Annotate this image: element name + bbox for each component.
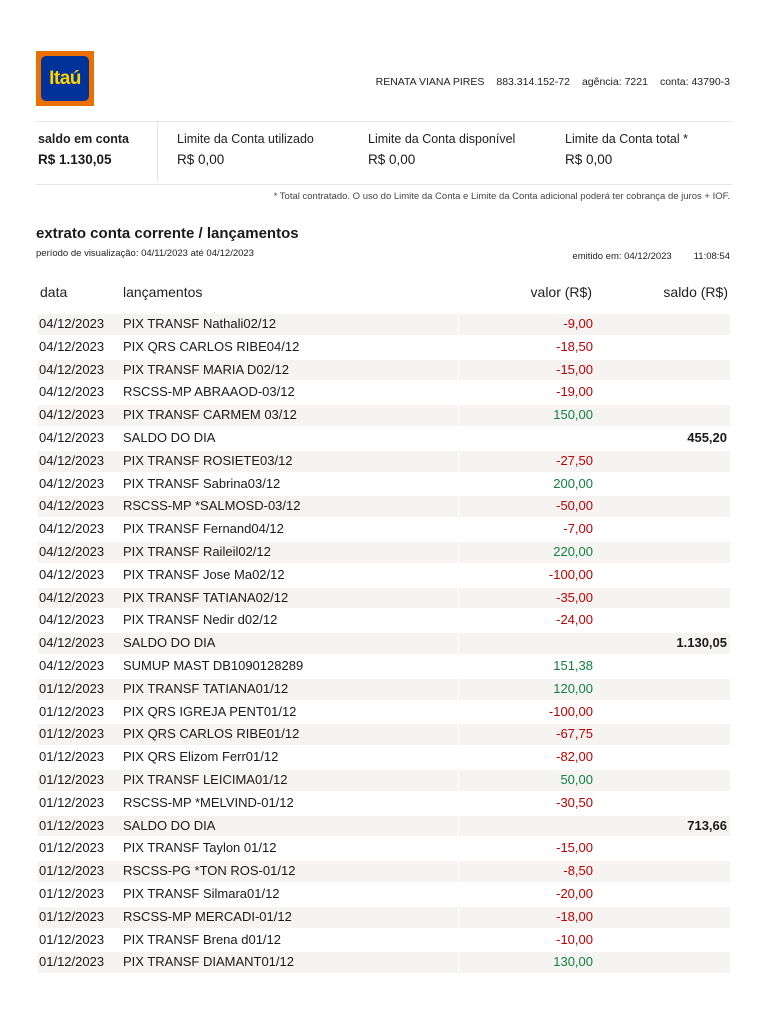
summary-limit-total bbox=[565, 132, 688, 167]
summary-limit-total-value: R$ 0,00 bbox=[565, 152, 613, 167]
row-value: -100,00 bbox=[548, 703, 593, 719]
statement-title: extrato conta corrente / lançamentos bbox=[36, 225, 299, 242]
row-value: -15,00 bbox=[459, 360, 597, 381]
row-description: SUMUP MAST DB1090128289 bbox=[123, 657, 304, 673]
itau-logo-badge bbox=[41, 56, 89, 101]
row-description: SALDO DO DIA bbox=[123, 429, 216, 445]
row-description: PIX TRANSF Sabrina03/12 bbox=[123, 475, 281, 491]
row-balance bbox=[597, 565, 730, 586]
row-value: -18,00 bbox=[459, 907, 597, 928]
table-row bbox=[38, 632, 730, 655]
table-row bbox=[38, 609, 730, 632]
row-balance bbox=[597, 496, 730, 517]
column-header-description: lançamentos bbox=[123, 284, 203, 300]
row-value: -20,00 bbox=[556, 885, 593, 901]
row-balance bbox=[597, 702, 730, 723]
row-description: RSCSS-MP MERCADI-01/12 bbox=[121, 907, 458, 928]
row-balance bbox=[597, 838, 730, 859]
table-row bbox=[38, 860, 730, 883]
row-date: 04/12/2023 bbox=[39, 429, 105, 445]
row-value: -24,00 bbox=[556, 612, 593, 628]
table-row bbox=[38, 336, 730, 359]
row-balance bbox=[597, 360, 730, 381]
row-value: 130,00 bbox=[459, 952, 597, 973]
row-value: 151,38 bbox=[553, 657, 593, 673]
row-description: PIX TRANSF DIAMANT01/12 bbox=[121, 952, 458, 973]
row-description: PIX TRANSF Raileil02/12 bbox=[121, 542, 458, 563]
table-row bbox=[38, 381, 730, 404]
row-date: 04/12/2023 bbox=[38, 314, 121, 335]
row-balance bbox=[597, 610, 730, 631]
row-description: PIX TRANSF Taylon 01/12 bbox=[123, 840, 277, 856]
transactions-table bbox=[38, 313, 730, 974]
summary-balance-label: saldo em conta bbox=[38, 132, 129, 146]
row-description: PIX QRS Elizom Ferr01/12 bbox=[123, 749, 279, 765]
row-description: RSCSS-MP *SALMOSD-03/12 bbox=[121, 496, 458, 517]
row-description: RSCSS-MP *MELVIND-01/12 bbox=[123, 794, 294, 810]
itau-logo bbox=[36, 51, 94, 106]
row-date: 01/12/2023 bbox=[38, 770, 121, 791]
row-value: -35,00 bbox=[459, 588, 597, 609]
table-row bbox=[38, 450, 730, 473]
emitted-date: emitido em: 04/12/2023 bbox=[572, 251, 672, 262]
row-date: 04/12/2023 bbox=[39, 384, 105, 400]
summary-divider-bottom bbox=[36, 184, 732, 185]
row-balance bbox=[597, 793, 730, 814]
row-balance bbox=[597, 907, 730, 928]
summary-limit-available bbox=[368, 132, 515, 167]
row-date: 01/12/2023 bbox=[38, 679, 121, 700]
row-description: PIX TRANSF LEICIMA01/12 bbox=[121, 770, 458, 791]
row-value bbox=[459, 633, 597, 654]
row-description: PIX QRS IGREJA PENT01/12 bbox=[123, 703, 297, 719]
row-date: 04/12/2023 bbox=[39, 612, 105, 628]
row-balance bbox=[597, 519, 730, 540]
row-balance bbox=[597, 405, 730, 426]
row-date: 04/12/2023 bbox=[38, 633, 121, 654]
account-cpf: 883.314.152-72 bbox=[496, 76, 570, 88]
row-date: 01/12/2023 bbox=[39, 703, 105, 719]
row-value: -82,00 bbox=[556, 749, 593, 765]
summary-limit-used-value: R$ 0,00 bbox=[177, 152, 225, 167]
row-date: 01/12/2023 bbox=[39, 840, 105, 856]
row-balance: 455,20 bbox=[687, 429, 727, 445]
row-value: 200,00 bbox=[553, 475, 593, 491]
table-row bbox=[38, 473, 730, 496]
row-balance bbox=[597, 952, 730, 973]
limit-footnote: * Total contratado. O uso do Limite da Conta e Limite da Conta adicional poderá ter cobrança de juros + IOF. bbox=[273, 191, 730, 202]
table-row bbox=[38, 746, 730, 769]
itau-logo-text: Itaú bbox=[49, 67, 81, 89]
column-header-value: valor (R$) bbox=[530, 284, 592, 300]
row-value: -19,00 bbox=[556, 384, 593, 400]
row-date: 04/12/2023 bbox=[38, 542, 121, 563]
table-row bbox=[38, 655, 730, 678]
account-holder-name: RENATA VIANA PIRES bbox=[375, 76, 485, 88]
row-balance bbox=[597, 770, 730, 791]
table-row bbox=[38, 404, 730, 427]
row-date: 04/12/2023 bbox=[38, 451, 121, 472]
table-row bbox=[38, 359, 730, 382]
row-balance bbox=[597, 930, 730, 951]
summary-balance bbox=[38, 132, 129, 167]
summary-divider bbox=[157, 122, 158, 182]
row-description: PIX TRANSF TATIANA01/12 bbox=[121, 679, 458, 700]
row-balance bbox=[597, 884, 730, 905]
table-row bbox=[38, 313, 730, 336]
row-date: 04/12/2023 bbox=[39, 338, 105, 354]
row-value: 50,00 bbox=[459, 770, 597, 791]
row-value bbox=[459, 816, 597, 837]
table-row bbox=[38, 815, 730, 838]
account-info bbox=[376, 76, 730, 88]
row-date: 01/12/2023 bbox=[38, 907, 121, 928]
table-row bbox=[38, 587, 730, 610]
row-date: 01/12/2023 bbox=[39, 931, 105, 947]
row-description: PIX QRS CARLOS RIBE01/12 bbox=[121, 724, 458, 745]
row-balance: 713,66 bbox=[597, 816, 730, 837]
table-row bbox=[38, 929, 730, 952]
table-row bbox=[38, 701, 730, 724]
table-row bbox=[38, 883, 730, 906]
row-date: 01/12/2023 bbox=[38, 724, 121, 745]
row-description: PIX QRS CARLOS RIBE04/12 bbox=[123, 338, 300, 354]
row-description: SALDO DO DIA bbox=[121, 816, 458, 837]
table-row bbox=[38, 564, 730, 587]
row-date: 04/12/2023 bbox=[38, 496, 121, 517]
row-value: -100,00 bbox=[548, 566, 593, 582]
row-date: 04/12/2023 bbox=[38, 588, 121, 609]
row-description: RSCSS-PG *TON ROS-01/12 bbox=[121, 861, 458, 882]
header-divider bbox=[36, 121, 732, 122]
row-date: 01/12/2023 bbox=[38, 861, 121, 882]
row-balance bbox=[597, 747, 730, 768]
row-value: -15,00 bbox=[556, 840, 593, 856]
row-date: 04/12/2023 bbox=[39, 657, 105, 673]
row-balance bbox=[597, 724, 730, 745]
summary-limit-available-value: R$ 0,00 bbox=[368, 152, 416, 167]
row-value: -67,75 bbox=[459, 724, 597, 745]
summary-limit-used bbox=[177, 132, 314, 167]
account-number: conta: 43790-3 bbox=[659, 76, 730, 88]
table-row bbox=[38, 769, 730, 792]
row-value: 120,00 bbox=[459, 679, 597, 700]
statement-period: período de visualização: 04/11/2023 até 04/12/2023 bbox=[36, 248, 254, 259]
row-description: PIX TRANSF Nathali02/12 bbox=[121, 314, 458, 335]
row-balance bbox=[597, 382, 730, 403]
row-balance: 1.130,05 bbox=[597, 633, 730, 654]
row-balance bbox=[597, 337, 730, 358]
column-header-balance: saldo (R$) bbox=[663, 284, 728, 300]
row-date: 01/12/2023 bbox=[38, 816, 121, 837]
table-row bbox=[38, 495, 730, 518]
row-balance bbox=[597, 861, 730, 882]
row-date: 01/12/2023 bbox=[39, 794, 105, 810]
table-row bbox=[38, 723, 730, 746]
summary-limit-total-label: Limite da Conta total * bbox=[565, 132, 688, 146]
row-value: -8,50 bbox=[459, 861, 597, 882]
row-value: -50,00 bbox=[459, 496, 597, 517]
row-balance bbox=[597, 679, 730, 700]
row-description: PIX TRANSF Fernand04/12 bbox=[123, 521, 284, 537]
row-description: PIX TRANSF Brena d01/12 bbox=[123, 931, 282, 947]
row-balance bbox=[597, 542, 730, 563]
row-description: PIX TRANSF Silmara01/12 bbox=[123, 885, 280, 901]
summary-limit-available-label: Limite da Conta disponível bbox=[368, 132, 516, 146]
account-agency: agência: 7221 bbox=[581, 76, 648, 88]
table-row bbox=[38, 837, 730, 860]
row-description: PIX TRANSF CARMEM 03/12 bbox=[121, 405, 458, 426]
summary-balance-value: R$ 1.130,05 bbox=[38, 152, 112, 167]
balance-summary bbox=[38, 132, 730, 182]
row-value: -30,50 bbox=[556, 794, 593, 810]
emitted-time: 11:08:54 bbox=[693, 251, 730, 262]
row-value: -18,50 bbox=[556, 338, 593, 354]
statement-emitted bbox=[572, 251, 730, 262]
row-value bbox=[459, 428, 597, 449]
row-date: 04/12/2023 bbox=[39, 566, 105, 582]
row-description: SALDO DO DIA bbox=[121, 633, 458, 654]
row-balance bbox=[597, 656, 730, 677]
table-row bbox=[38, 906, 730, 929]
column-header-date: data bbox=[40, 284, 68, 300]
row-description: PIX TRANSF Nedir d02/12 bbox=[123, 612, 278, 628]
row-date: 04/12/2023 bbox=[39, 521, 105, 537]
table-row bbox=[38, 951, 730, 974]
table-row bbox=[38, 792, 730, 815]
row-value: -10,00 bbox=[556, 931, 593, 947]
row-description: PIX TRANSF Jose Ma02/12 bbox=[123, 566, 285, 582]
row-description: PIX TRANSF MARIA D02/12 bbox=[121, 360, 458, 381]
row-balance bbox=[597, 588, 730, 609]
row-value: 220,00 bbox=[459, 542, 597, 563]
row-description: RSCSS-MP ABRAAOD-03/12 bbox=[123, 384, 295, 400]
row-balance bbox=[597, 474, 730, 495]
table-row bbox=[38, 541, 730, 564]
table-row bbox=[38, 518, 730, 541]
table-row bbox=[38, 678, 730, 701]
row-date: 04/12/2023 bbox=[39, 475, 105, 491]
summary-limit-used-label: Limite da Conta utilizado bbox=[177, 132, 314, 146]
row-value: -7,00 bbox=[563, 521, 593, 537]
row-date: 01/12/2023 bbox=[39, 749, 105, 765]
row-description: PIX TRANSF ROSIETE03/12 bbox=[121, 451, 458, 472]
row-description: PIX TRANSF TATIANA02/12 bbox=[121, 588, 458, 609]
row-balance bbox=[597, 314, 730, 335]
row-value: -27,50 bbox=[459, 451, 597, 472]
row-date: 04/12/2023 bbox=[38, 405, 121, 426]
row-balance bbox=[597, 451, 730, 472]
row-date: 01/12/2023 bbox=[38, 952, 121, 973]
table-row bbox=[38, 427, 730, 450]
row-value: 150,00 bbox=[459, 405, 597, 426]
row-date: 04/12/2023 bbox=[38, 360, 121, 381]
row-date: 01/12/2023 bbox=[39, 885, 105, 901]
row-value: -9,00 bbox=[459, 314, 597, 335]
